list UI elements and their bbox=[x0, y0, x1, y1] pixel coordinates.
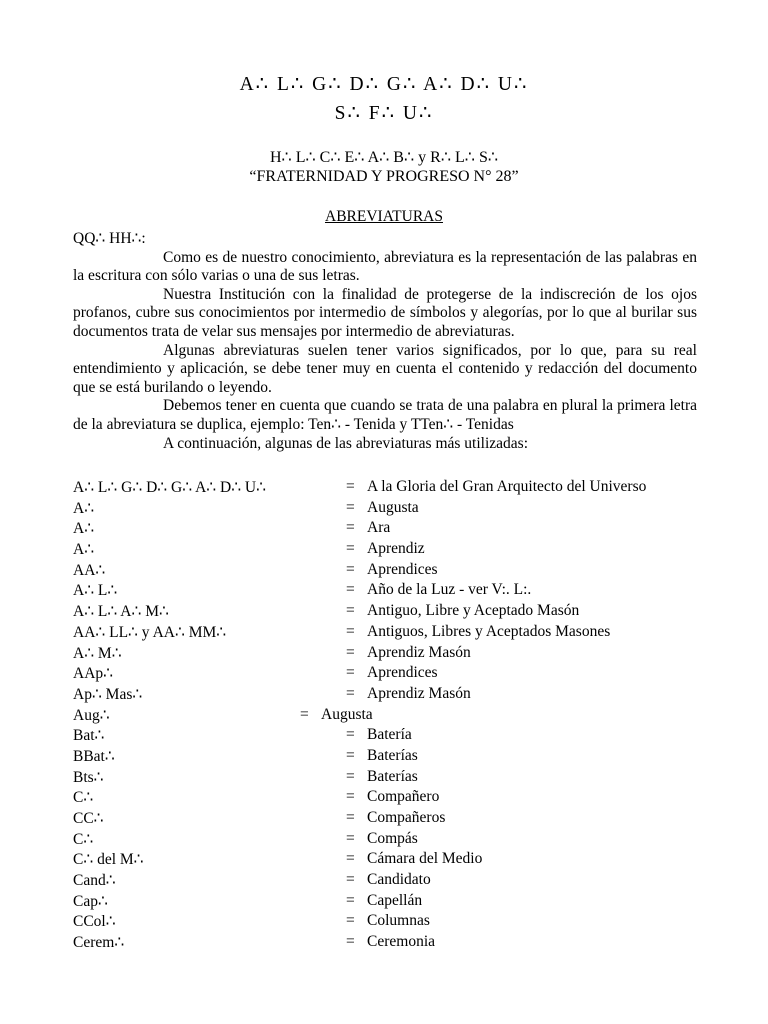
equals-sign: = bbox=[346, 643, 355, 661]
list-item bbox=[73, 809, 703, 830]
document-title: ABREVIATURAS bbox=[325, 208, 443, 225]
list-item bbox=[73, 602, 703, 623]
paragraph-3: Algunas abreviaturas suelen tener varios significados, por lo que, para su real entendimiento y aplicación, se debe tener muy en cuenta el contenido y redacción del documento que se está burilando o leyendo. bbox=[73, 341, 697, 396]
meaning: Cámara del Medio bbox=[367, 850, 483, 868]
list-item bbox=[73, 706, 703, 727]
meaning: Compañeros bbox=[367, 809, 446, 826]
equals-sign: = bbox=[300, 705, 309, 723]
abbr: Cap∴ bbox=[73, 892, 108, 910]
list-item bbox=[73, 540, 703, 561]
paragraph-5: A continuación, algunas de las abreviaturas más utilizadas: bbox=[163, 434, 528, 452]
abbr: Aug∴ bbox=[73, 706, 110, 724]
abbr: A∴ L∴ bbox=[73, 582, 118, 600]
equals-sign: = bbox=[346, 829, 355, 847]
equals-sign: = bbox=[346, 519, 355, 537]
meaning: Aprendiz bbox=[367, 540, 425, 558]
meaning: Aprendices bbox=[367, 664, 438, 682]
abbreviation-list bbox=[73, 478, 703, 954]
list-item bbox=[73, 892, 703, 913]
equals-sign: = bbox=[346, 498, 355, 516]
sfu-heading: S∴ F∴ U∴ bbox=[334, 103, 434, 124]
abbr: BBat∴ bbox=[73, 747, 115, 765]
list-item bbox=[73, 830, 703, 851]
lodge-name: “FRATERNIDAD Y PROGRESO N° 28” bbox=[249, 168, 519, 185]
paragraph-2: Nuestra Institución con la finalidad de protegerse de la indiscreción de los ojos profanos, cubre sus conocimientos por intermedio de símbolos y alegorías, por lo que al burilar sus documentos trata de velar sus mensajes por intermedio de abreviaturas. bbox=[73, 285, 697, 340]
abbr: CCol∴ bbox=[73, 913, 116, 931]
abbr: AAp∴ bbox=[73, 665, 113, 683]
meaning: Antiguo, Libre y Aceptado Masón bbox=[367, 602, 580, 620]
list-item bbox=[73, 519, 703, 540]
equals-sign: = bbox=[346, 478, 355, 495]
list-item bbox=[73, 850, 703, 871]
abbr: A∴ M∴ bbox=[73, 644, 122, 662]
list-item bbox=[73, 788, 703, 809]
equals-sign: = bbox=[346, 788, 355, 806]
list-item bbox=[73, 933, 703, 954]
list-item bbox=[73, 726, 703, 747]
abbr: CC∴ bbox=[73, 810, 104, 827]
meaning: Ceremonia bbox=[367, 933, 436, 951]
equals-sign: = bbox=[346, 581, 355, 599]
paragraph-4: Debemos tener en cuenta que cuando se trata de una palabra en plural la primera letra de la abreviatura se duplica, ejemplo: Ten∴ - Tenida y TTen∴ - Tenidas bbox=[73, 397, 697, 433]
abbr: Ap∴ Mas∴ bbox=[73, 685, 143, 703]
meaning: Capellán bbox=[367, 891, 423, 909]
meaning: Candidato bbox=[367, 871, 431, 889]
list-item bbox=[73, 871, 703, 892]
meaning: Baterías bbox=[367, 746, 418, 764]
meaning: Año de la Luz - ver V:. L:. bbox=[367, 581, 532, 599]
list-item bbox=[73, 623, 703, 644]
meaning: Augusta bbox=[367, 498, 419, 516]
abbr: A∴ bbox=[73, 499, 95, 517]
meaning: Baterías bbox=[367, 767, 418, 785]
list-item bbox=[73, 644, 703, 665]
equals-sign: = bbox=[346, 767, 355, 785]
abbr: AA∴ bbox=[73, 561, 106, 579]
abbr: C∴ bbox=[73, 830, 94, 848]
abbr: A∴ bbox=[73, 520, 95, 538]
abbr: A∴ L∴ A∴ M∴ bbox=[73, 603, 169, 621]
meaning: Ara bbox=[367, 519, 391, 537]
equals-sign: = bbox=[346, 850, 355, 868]
abbr: A∴ L∴ G∴ D∴ G∴ A∴ D∴ U∴ bbox=[73, 479, 266, 496]
meaning: Compás bbox=[367, 829, 418, 847]
equals-sign: = bbox=[346, 540, 355, 558]
list-item bbox=[73, 685, 703, 706]
abbr: Cand∴ bbox=[73, 872, 116, 890]
document-body bbox=[73, 230, 697, 453]
meaning: Compañero bbox=[367, 788, 440, 806]
equals-sign: = bbox=[346, 560, 355, 578]
equals-sign: = bbox=[346, 746, 355, 764]
list-item bbox=[73, 664, 703, 685]
equals-sign: = bbox=[346, 664, 355, 682]
list-item bbox=[73, 747, 703, 768]
meaning: Batería bbox=[367, 726, 412, 744]
meaning: Columnas bbox=[367, 912, 430, 930]
equals-sign: = bbox=[346, 912, 355, 930]
list-item bbox=[73, 478, 703, 499]
equals-sign: = bbox=[346, 684, 355, 702]
list-item bbox=[73, 499, 703, 520]
abbr: A∴ bbox=[73, 541, 95, 559]
equals-sign: = bbox=[346, 891, 355, 909]
abbr: Bts∴ bbox=[73, 768, 104, 786]
list-item bbox=[73, 561, 703, 582]
equals-sign: = bbox=[346, 622, 355, 640]
meaning: Aprendiz Masón bbox=[367, 643, 471, 661]
equals-sign: = bbox=[346, 726, 355, 744]
meaning: A la Gloria del Gran Arquitecto del Universo bbox=[367, 478, 647, 495]
invocation-heading: A∴ L∴ G∴ D∴ G∴ A∴ D∴ U∴ bbox=[239, 74, 529, 95]
abbr: C∴ bbox=[73, 789, 94, 807]
meaning: Augusta bbox=[321, 705, 373, 723]
list-item bbox=[73, 768, 703, 789]
abbr: Cerem∴ bbox=[73, 934, 125, 952]
list-item bbox=[73, 912, 703, 933]
meaning: Aprendiz Masón bbox=[367, 684, 471, 702]
meaning: Aprendices bbox=[367, 560, 438, 578]
meaning: Antiguos, Libres y Aceptados Masones bbox=[367, 622, 611, 640]
paragraph-1: Como es de nuestro conocimiento, abreviatura es la representación de las palabras en la escritura con sólo varias o una de sus letras. bbox=[73, 248, 697, 285]
abbr: Bat∴ bbox=[73, 727, 105, 745]
list-item bbox=[73, 581, 703, 602]
equals-sign: = bbox=[346, 933, 355, 951]
abbr: AA∴ LL∴ y AA∴ MM∴ bbox=[73, 623, 227, 641]
equals-sign: = bbox=[346, 602, 355, 620]
salutation: QQ∴ HH∴: bbox=[73, 230, 146, 247]
equals-sign: = bbox=[346, 871, 355, 889]
equals-sign: = bbox=[346, 809, 355, 826]
abbr: C∴ del M∴ bbox=[73, 851, 144, 869]
lodge-heading: H∴ L∴ C∴ E∴ A∴ B∴ y R∴ L∴ S∴ bbox=[269, 149, 499, 166]
